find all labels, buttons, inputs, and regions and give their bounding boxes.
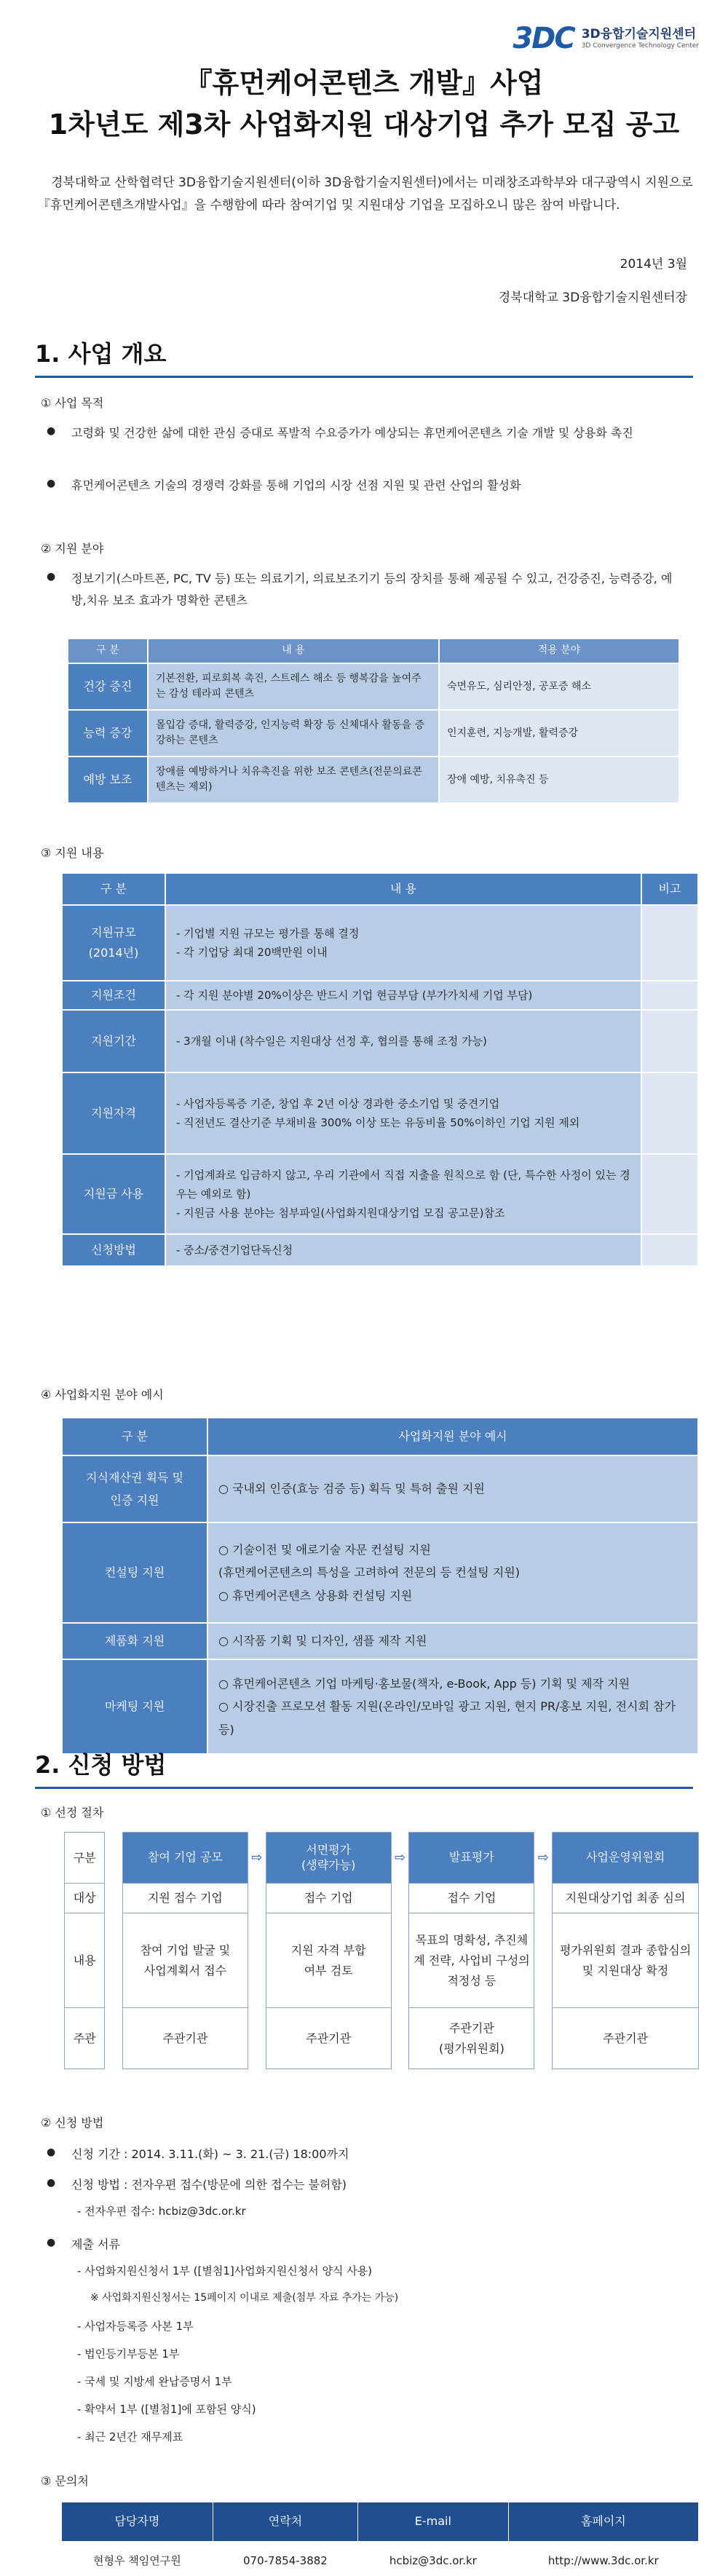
purpose-title: ① 사업 목적 — [41, 396, 104, 410]
doc-item: - 국세 및 지방세 완납증명서 1부 — [77, 2375, 232, 2388]
table-row: 건강 증진 기본전환, 피로회복 촉진, 스트레스 해소 등 행복감을 높여주는 감성 테라피 콘텐츠 숙면유도, 심리안정, 공포증 해소 — [68, 663, 679, 710]
table-row: 지원기간 - 3개월 이내 (착수일은 지원대상 선정 후, 협의를 통해 조정 가능) — [62, 1010, 698, 1072]
table-row: 지원조건 - 각 지원 분야별 20%이상은 반드시 기업 현금부담 (부가가치세 기업 부담) — [62, 981, 698, 1010]
section1-rule — [35, 376, 693, 378]
doc-item: - 사업화지원신청서 1부 ([별첨1]사업화지원신청서 양식 사용) — [77, 2264, 373, 2277]
table-row: 지원규모 (2014년) - 기업별 지원 규모는 평가를 통해 결정 - 각 기업당 최대 20백만원 이내 — [62, 905, 698, 981]
section2-rule — [35, 1787, 693, 1789]
logo-mark: 3DC — [513, 22, 574, 55]
doc-item: - 확약서 1부 ([별첨1]에 포함된 양식) — [77, 2403, 256, 2416]
process-title: ① 선정 절차 — [41, 1806, 104, 1820]
contact-email-link[interactable]: hcbiz@3dc.or.kr — [358, 2542, 509, 2576]
logo-subtitle: 3D Convergence Technology Center — [581, 42, 699, 50]
page-title: 『휴먼케어콘텐츠 개발』사업 1차년도 제3차 사업화지원 대상기업 추가 모집 공고 — [48, 67, 680, 141]
intro-paragraph: 경북대학교 산학협력단 3D융합기술지원센터(이하 3D융합기술지원센터)에서는 미래창조과학부와 대구광역시 지원으로 『휴먼케어콘텐츠개발사업』을 수행함에 따라 참여기업 및 지원대상 기업을 모집하오니 많은 참여 바랍니다. — [38, 175, 693, 213]
table-row: 마케팅 지원 ○ 휴먼케어콘텐츠 기업 마케팅·홍보물(책자, e-Book, App 등) 기획 및 제작 지원 ○ 시장진출 프로모션 활동 지원(온라인/모바일 광고 지원, 현지 PR/홍보 지원, 전시회 참가 등) — [62, 1659, 698, 1754]
support-title: ③ 지원 내용 — [41, 846, 104, 860]
table-row: 신청방법 - 중소/중견기업단독신청 — [62, 1234, 698, 1266]
selection-process-table: 구분 참여 기업 공모 ⇨ 서면평가 (생략가능) ⇨ 발표평가 ⇨ 사업운영위원회 대상 지원 접수 기업 접수 기업 접수 기업 지원대상기업 최종 심의 내용 참여 기업 발굴 및 사업계획서 접수 지원 자격 부합 여부 검토 목표의 명확성, 추진체계 전략, 사업비 구성의 적정성 등 평가위원회 결과 종합심의 및 지원대상 확정 주관 주관기관 주관기관 주관기관 (평가위원회) 주관기관 — [64, 1832, 699, 2069]
table-row: 지원금 사용 - 기업계좌로 입금하지 않고, 우리 기관에서 직접 지출을 원칙으로 함 (단, 특수한 사정이 있는 경우는 예외로 함) - 지원금 사용 분야는 첨부파일(사업화지원대상기업 모집 공고문)참조 — [62, 1154, 698, 1234]
contact-table: 담당자명 연락처 E-mail 홈페이지 현형우 책임연구원 070-7854-3882 hcbiz@3dc.or.kr http://www.3dc.or.kr — [61, 2502, 699, 2576]
docs-title: ● 제출 서류 — [47, 2234, 684, 2256]
doc-item: - 법인등기부등본 1부 — [77, 2347, 180, 2360]
table-row: 예방 보조 장애를 예방하거나 치유촉진을 위한 보조 콘텐츠(전문의료콘텐츠는 제외) 장애 예방, 치유촉진 등 — [68, 756, 679, 803]
contact-title: ③ 문의처 — [41, 2474, 89, 2488]
homepage-link[interactable]: http://www.3dc.or.kr — [508, 2542, 698, 2576]
table-row: 컨설팅 지원 ○ 기술이전 및 애로기술 자문 컨설팅 지원 (휴먼케어콘텐츠의 특성을 고려하여 전문의 등 컨설팅 지원) ○ 휴먼케어콘텐츠 상용화 컨설팅 지원 — [62, 1522, 698, 1623]
issuer-name: 경북대학교 3D융합기술지원센터장 — [498, 291, 687, 305]
biz-example-table: 구 분 사업화지원 분야 예시 지식재산권 획득 및 인증 지원 ○ 국내외 인증(효능 검증 등) 획득 및 특허 출원 지원 컨설팅 지원 ○ 기술이전 및 애로기술 자문 컨설팅 지원 (휴먼케어콘텐츠의 특성을 고려하여 전문의 등 컨설팅 지원) ○ 휴먼케어콘텐츠 상용화 컨설팅 지원 제품화 지원 ○ 시작품 기획 및 디자인, 샘플 제작 지원 마케팅 지원 ○ 휴먼케어콘텐츠 기업 마케팅·홍보물(책자, e-Book, App 등) 기획 및 제작 지원 ○ 시장진출 프로모션 활동 지원(온라인/모바일 광고 지원, 현지 PR/홍보 지원, 전시회 참가 등) — [61, 1417, 699, 1755]
doc-note: ※ 사업화지원신청서는 15페이지 이내로 제출(첨부 자료 추가는 가능) — [90, 2292, 399, 2304]
arrow-right-icon: ⇨ — [395, 1849, 406, 1865]
doc-item: - 사업자등록증 사본 1부 — [77, 2320, 194, 2333]
center-logo — [513, 16, 699, 61]
apply-title: ② 신청 방법 — [41, 2116, 104, 2130]
arrow-right-icon: ⇨ — [537, 1849, 549, 1865]
section2-heading: 2. 신청 방법 — [35, 1751, 167, 1779]
apply-method: ● 신청 방법 : 전자우편 접수(방문에 의한 접수는 불허함) — [47, 2174, 684, 2196]
logo-name: 3D융합기술지원센터 — [581, 27, 697, 42]
field-table: 구 분 내 용 적용 분야 건강 증진 기본전환, 피로회복 촉진, 스트레스 해소 등 행복감을 높여주는 감성 테라피 콘텐츠 숙면유도, 심리안정, 공포증 해소 능력 증강 몰입감 증대, 활력증강, 인지능력 확장 등 신체대사 활동을 증강하는 콘텐츠 인지훈련, 지능개발, 활력증강 예방 보조 장애를 예방하거나 치유촉진을 위한 보조 콘텐츠(전문의료콘텐츠는 제외) 장애 예방, 치유촉진 등 — [67, 638, 680, 804]
table-row: 지식재산권 획득 및 인증 지원 ○ 국내외 인증(효능 검증 등) 획득 및 특허 출원 지원 — [62, 1455, 698, 1522]
purpose-item: ● 휴먼케어콘텐츠 기술의 경쟁력 강화를 통해 기업의 시장 선점 지원 및 관련 산업의 활성화 — [47, 475, 684, 497]
table-row: 지원자격 - 사업자등록증 기준, 창업 후 2년 이상 경과한 중소기업 및 중견기업 - 직전년도 결산기준 부채비율 300% 이상 또는 유동비율 50%이하인 기업 지원 제외 — [62, 1072, 698, 1154]
contact-person: 현형우 책임연구원 — [62, 2542, 213, 2576]
purpose-item: ● 고령화 및 건강한 삶에 대한 관심 증대로 폭발적 수요증가가 예상되는 휴먼케어콘텐츠 기술 개발 및 상용화 촉진 — [47, 422, 684, 444]
apply-email: - 전자우편 접수: hcbiz@3dc.or.kr — [77, 2205, 246, 2218]
table-row — [62, 2542, 699, 2576]
table-row: 제품화 지원 ○ 시작품 기획 및 디자인, 샘플 제작 지원 — [62, 1623, 698, 1659]
section1-heading: 1. 사업 개요 — [35, 340, 167, 368]
field-item: ● 정보기기(스마트폰, PC, TV 등) 또는 의료기기, 의료보조기기 등의 장치를 통해 제공될 수 있고, 건강증진, 능력증강, 예방,치유 보조 효과가 명확한 콘텐츠 — [47, 568, 684, 611]
arrow-right-icon: ⇨ — [251, 1849, 263, 1865]
doc-item: - 최근 2년간 재무제표 — [77, 2430, 183, 2443]
apply-period: ● 신청 기간 : 2014. 3.11.(화) ~ 3. 21.(금) 18:00까지 — [47, 2144, 684, 2165]
field-title: ② 지원 분야 — [41, 542, 104, 556]
notice-date: 2014년 3월 — [620, 257, 687, 272]
biz-title: ④ 사업화지원 분야 예시 — [41, 1388, 164, 1402]
table-row: 능력 증강 몰입감 증대, 활력증강, 인지능력 확장 등 신체대사 활동을 증강하는 콘텐츠 인지훈련, 지능개발, 활력증강 — [68, 710, 679, 756]
support-table: 구 분 내 용 비고 지원규모 (2014년) - 기업별 지원 규모는 평가를 통해 결정 - 각 기업당 최대 20백만원 이내 지원조건 - 각 지원 분야별 20%이상은 반드시 기업 현금부담 (부가가치세 기업 부담) 지원기간 - 3개월 이내 (착수일은 지원대상 선정 후, 협의를 통해 조정 가능) 지원자격 - 사업자등록증 기준, 창업 후 2년 이상 경과한 중소기업 및 중견기업 - 직전년도 결산기준 부채비율 300% 이상 또는 유동비율 50%이하인 기업 지원 제외 지원금 사용 - 기업계좌로 입금하지 않고, 우리 기관에서 직접 지출을 원칙으로 함 (단, 특수한 사정이 있는 경우는 예외로 함) - 지원금 사용 분야는 첨부파일(사업화지원대상기업 모집 공고문)참조 신청방법 - 중소/중견기업단독신청 — [61, 872, 699, 1267]
contact-phone: 070-7854-3882 — [213, 2542, 357, 2576]
